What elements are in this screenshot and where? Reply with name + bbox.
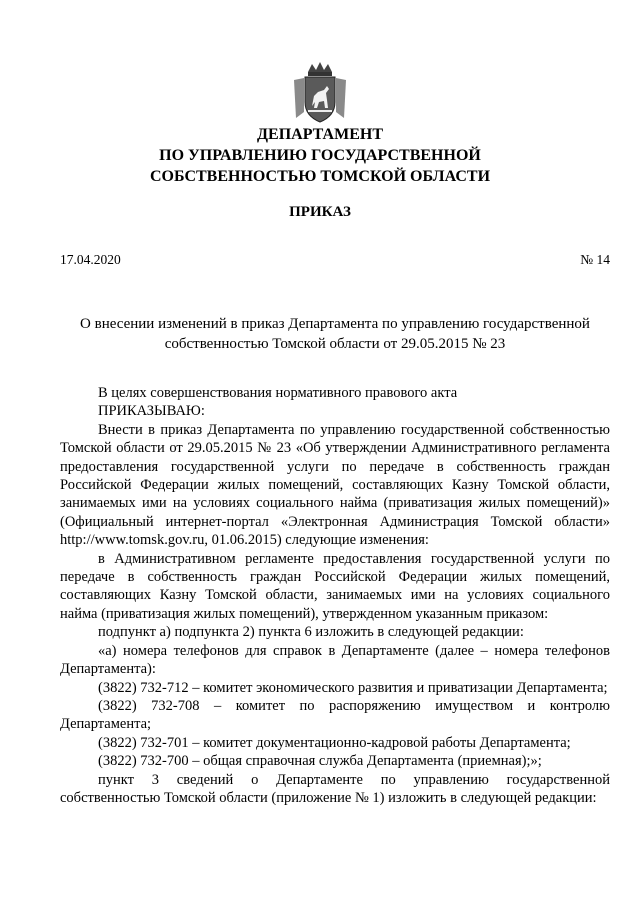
paragraph-phone-708: (3822) 732-708 – комитет по распоряжению имуществом и контролю Департамента; (60, 697, 610, 733)
order-number: № 14 (580, 252, 610, 267)
order-body (60, 384, 610, 807)
paragraph-phone-701: (3822) 732-701 – комитет документационно-кадровой работы Департамента; (98, 734, 571, 751)
paragraph-preamble: В целях совершенствования нормативного правового акта (98, 385, 458, 401)
subject-line-2: собственностью Томской области от 29.05.2015 № 23 (164, 336, 506, 352)
order-title: ПРИКАЗ (289, 204, 351, 220)
paragraph-amend-order: Внести в приказ Департамента по управлению государственной собственностью Томской области от 29.05.2015 № 23 «Об утверждении Административного регламента предоставления государственной услуги по передаче в собственность граждан Российской Федерации жилых помещений, составляющих Казну Томской области, занимаемых ими на условиях социального найма (приватизация жилых помещений)» (Официальный интернет-портал «Электронная Администрация Томской области» http://www.tomsk.gov.ru, 01.06.2015) следующие изменения: (60, 421, 610, 549)
subject-line-1: О внесении изменений в приказ Департамента по управлению государственной (80, 316, 590, 332)
header-line-1: ДЕПАРТАМЕНТ (257, 126, 383, 143)
paragraph-order-word: ПРИКАЗЫВАЮ: (98, 403, 205, 420)
header-line-2: ПО УПРАВЛЕНИЮ ГОСУДАРСТВЕННОЙ (159, 147, 481, 164)
order-date: 17.04.2020 (60, 252, 121, 267)
paragraph-subclause: подпункт а) подпункта 2) пункта 6 изложить в следующей редакции: (98, 624, 524, 641)
paragraph-phone-intro: «а) номера телефонов для справок в Департаменте (далее – номера телефонов Департамента): (60, 642, 610, 678)
department-header (0, 124, 640, 187)
coat-of-arms-icon (290, 62, 350, 124)
order-subject (60, 314, 610, 354)
header-line-3: СОБСТВЕННОСТЬЮ ТОМСКОЙ ОБЛАСТИ (149, 168, 491, 185)
paragraph-phone-700: (3822) 732-700 – общая справочная служба Департамента (приемная);»; (98, 753, 542, 770)
paragraph-phone-712: (3822) 732-712 – комитет экономического развития и приватизации Департамента; (98, 679, 608, 696)
paragraph-regulation: в Административном регламенте предоставления государственной услуги по передаче в собственность граждан Российской Федерации жилых помещений, составляющих Казну Томской области, занимаемых ими на условиях социального найма (приватизация жилых помещений), утвержденном указанным приказом: (60, 550, 610, 622)
paragraph-clause-3: пункт 3 сведений о Департаменте по управлению государственной собственностью Томской области (приложение № 1) изложить в следующей редакции: (60, 771, 610, 806)
